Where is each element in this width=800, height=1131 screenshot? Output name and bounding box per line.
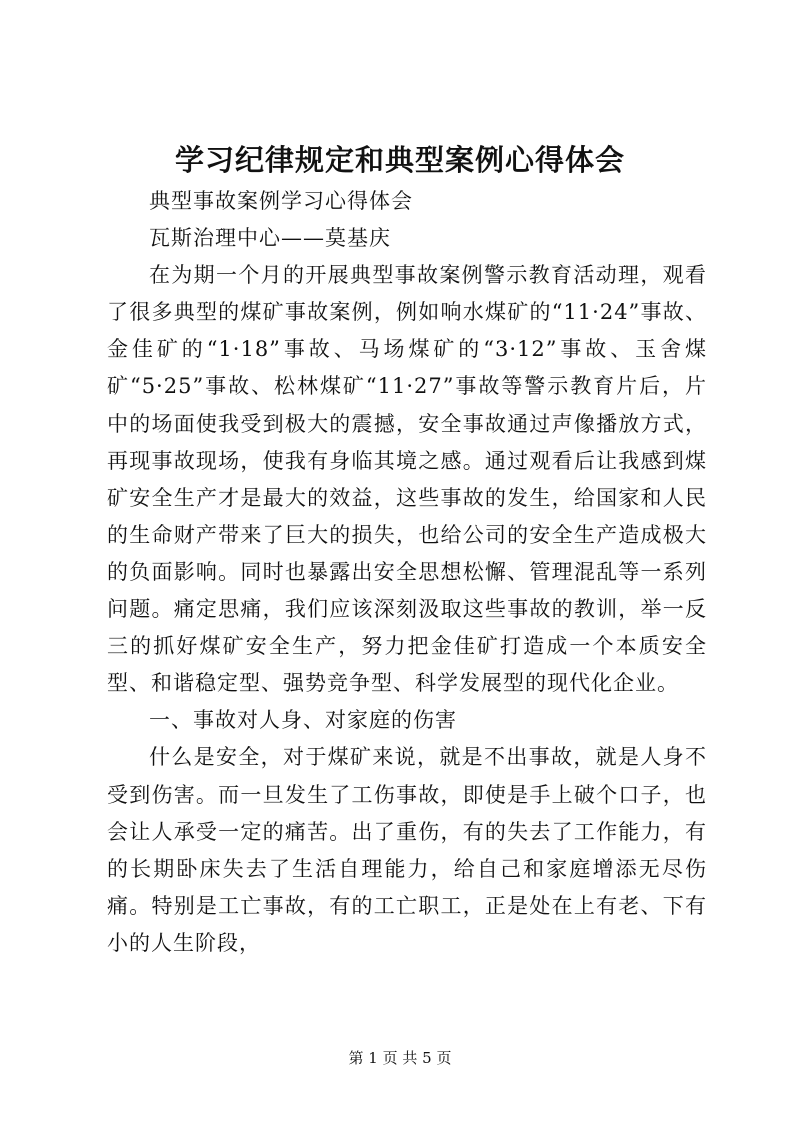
section-heading: 一、事故对人身、对家庭的伤害 (149, 708, 457, 733)
page-footer: 第 1 页 共 5 页 (348, 1049, 452, 1067)
document-body (107, 183, 707, 962)
body-paragraph: 什么是安全，对于煤矿来说，就是不出事故，就是人身不受到伤害。而一旦发生了工伤事故，即使是手上破个口子，也会让人承受一定的痛苦。出了重伤，有的失去了工作能力，有的长期卧床失去了生活自理能力，给自己和家庭增添无尽伤痛。特别是工亡事故，有的工亡职工，正是处在上有老、下有小的人生阶段， (107, 745, 707, 955)
subtitle-paragraph: 典型事故案例学习心得体会 (149, 189, 413, 213)
author-paragraph: 瓦斯治理中心——莫基庆 (149, 226, 391, 251)
document-title: 学习纪律规定和典型案例心得体会 (174, 143, 625, 177)
body-paragraph: 在为期一个月的开展典型事故案例警示教育活动理，观看了很多典型的煤矿事故案例，例如响水煤矿的“11·24”事故、金佳矿的“1·18”事故、马场煤矿的“3·12”事故、玉舍煤矿“5·25”事故、松林煤矿“11·27”事故等警示教育片后，片中的场面使我受到极大的震撼，安全事故通过声像播放方式，再现事故现场，使我有身临其境之感。通过观看后让我感到煤矿安全生产才是最大的效益，这些事故的发生，给国家和人民的生命财产带来了巨大的损失，也给公司的安全生产造成极大的负面影响。同时也暴露出安全思想松懈、管理混乱等一系列问题。痛定思痛，我们应该深刻汲取这些事故的教训，举一反三的抓好煤矿安全生产，努力把金佳矿打造成一个本质安全型、和谐稳定型、强势竞争型、科学发展型的现代化企业。 (107, 263, 707, 696)
